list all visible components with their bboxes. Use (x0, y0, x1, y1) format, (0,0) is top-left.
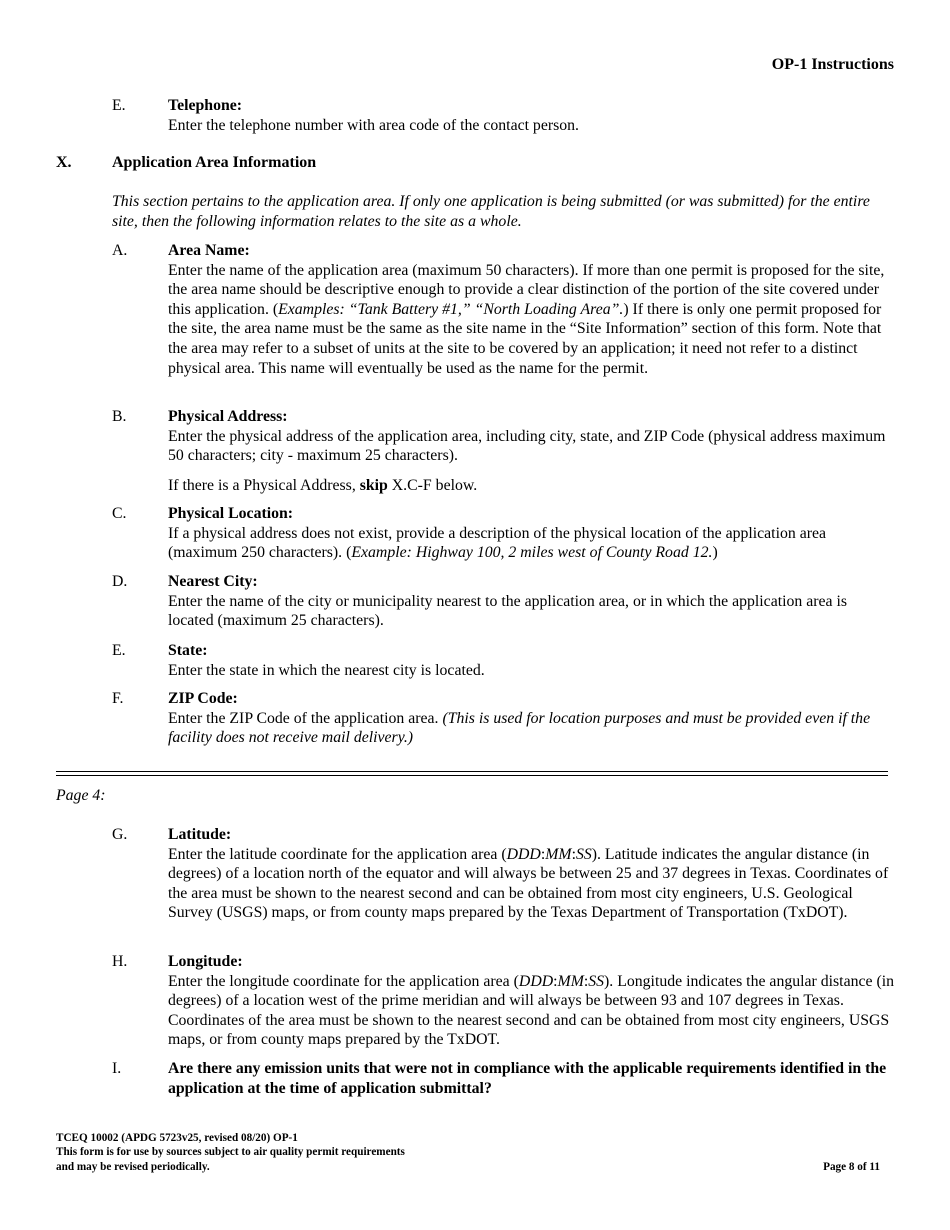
item-title: Physical Address: (168, 408, 288, 425)
item-title: Telephone: (168, 97, 243, 114)
item-latitude (112, 825, 894, 923)
item-note: (This is used for location purposes and must be provided even if the facility does not receive mail delivery.) (168, 709, 871, 747)
section-title: Application Area Information (112, 154, 317, 171)
item-title: State: (168, 642, 208, 659)
item-text: Enter the state in which the nearest city is located. (168, 661, 485, 679)
item-letter: E. (112, 642, 126, 659)
item-example: Example: Highway 100, 2 miles west of County Road 12. (351, 544, 713, 562)
item-state (112, 641, 894, 680)
footer-line: This form is for use by sources subject to air quality permit requirements (56, 1146, 405, 1159)
item-title: Longitude: (168, 953, 243, 970)
item-letter: F. (112, 690, 124, 707)
item-text: Enter the name of the application area (maximum 50 characters). If more than one permit is proposed for the site, the area name should be descriptive enough to provide a clear distinction of the portion of the site covered under this application. (Examples: “Tank Battery #1,” “North Loading Area”.) If there is only one permit proposed for the site, the area name must be the same as the site name in the “Site Information” section of this form. Note that the area may refer to a subset of units at the site to be covered by an application; it need not refer to a distinct physical area. This name will eventually be used as the name for the permit. (168, 261, 885, 377)
item-example: Examples: “Tank Battery #1,” “North Loading Area”. (278, 300, 624, 318)
item-letter: D. (112, 573, 128, 590)
item-title: Nearest City: (168, 573, 258, 590)
footer-line: TCEQ 10002 (APDG 5723v25, revised 08/20) OP-1 (56, 1132, 298, 1144)
item-nearest-city (112, 572, 894, 631)
item-letter: G. (112, 826, 128, 843)
item-text: If a physical address does not exist, provide a description of the physical location of the application area (maximum 250 characters). (Example: Highway 100, 2 miles west of County Road 12.) (168, 524, 826, 562)
item-text: Enter the telephone number with area code of the contact person. (168, 116, 579, 134)
skip-instruction: If there is a Physical Address, skip X.C-F below. (168, 476, 478, 494)
footer-line: and may be revised periodically. (56, 1160, 210, 1173)
section-intro: This section pertains to the application area. If only one application is being submitted (or was submitted) for the entire site, then the following information relates to the site as a whole. (112, 193, 870, 230)
item-compliance-question (112, 1059, 894, 1098)
item-title: Physical Location: (168, 505, 294, 522)
item-question: Are there any emission units that were not in compliance with the applicable requirements identified in the application at the time of application submittal? (168, 1060, 887, 1097)
footer-page-number: Page 8 of 11 (823, 1161, 880, 1173)
item-letter: E. (112, 97, 126, 114)
item-longitude (112, 952, 894, 1050)
item-text: Enter the physical address of the application area, including city, state, and ZIP Code (physical address maximum 50 characters; city - maximum 25 characters). (168, 427, 886, 465)
item-text: Enter the name of the city or municipality nearest to the application area, or in which the application area is located (maximum 25 characters). (168, 592, 848, 630)
item-title: Latitude: (168, 826, 232, 843)
item-letter: A. (112, 242, 128, 259)
section-number: X. (56, 154, 72, 171)
item-title: Area Name: (168, 242, 250, 259)
page-marker: Page 4: (56, 787, 106, 804)
item-letter: B. (112, 408, 127, 425)
item-title: ZIP Code: (168, 690, 238, 707)
item-letter: H. (112, 953, 128, 970)
item-text: Enter the ZIP Code of the application area. (This is used for location purposes and must be provided even if the facility does not receive mail delivery.) (168, 709, 871, 747)
document-header-title: OP-1 Instructions (771, 56, 894, 73)
item-telephone (112, 96, 894, 135)
item-physical-address (112, 407, 894, 495)
divider-line (56, 771, 888, 772)
item-zip-code (112, 689, 894, 748)
item-letter: I. (112, 1060, 122, 1077)
item-text: Enter the longitude coordinate for the application area (DDD:MM:SS). Longitude indicates the angular distance (in degrees) of a location west of the prime meridian and will always be between 93 and 107 degrees in Texas. Coordinates of the area must be shown to the nearest second and can be obtained from most city engineers, USGS maps, or from county maps prepared by the TxDOT. (168, 972, 894, 1049)
footer-form-info (56, 1131, 405, 1174)
item-text: Enter the latitude coordinate for the application area (DDD:MM:SS). Latitude indicates the angular distance (in degrees) of a location north of the equator and will always be between 25 and 37 degrees in Texas. Coordinates of the area must be shown to the nearest second and can be obtained from most city engineers, U.S. Geological Survey (USGS) maps, or from county maps prepared by the Texas Department of Transportation (TxDOT). (168, 845, 889, 922)
item-area-name (112, 241, 894, 378)
item-physical-location (112, 504, 894, 563)
item-letter: C. (112, 505, 127, 522)
divider-line (56, 775, 888, 776)
